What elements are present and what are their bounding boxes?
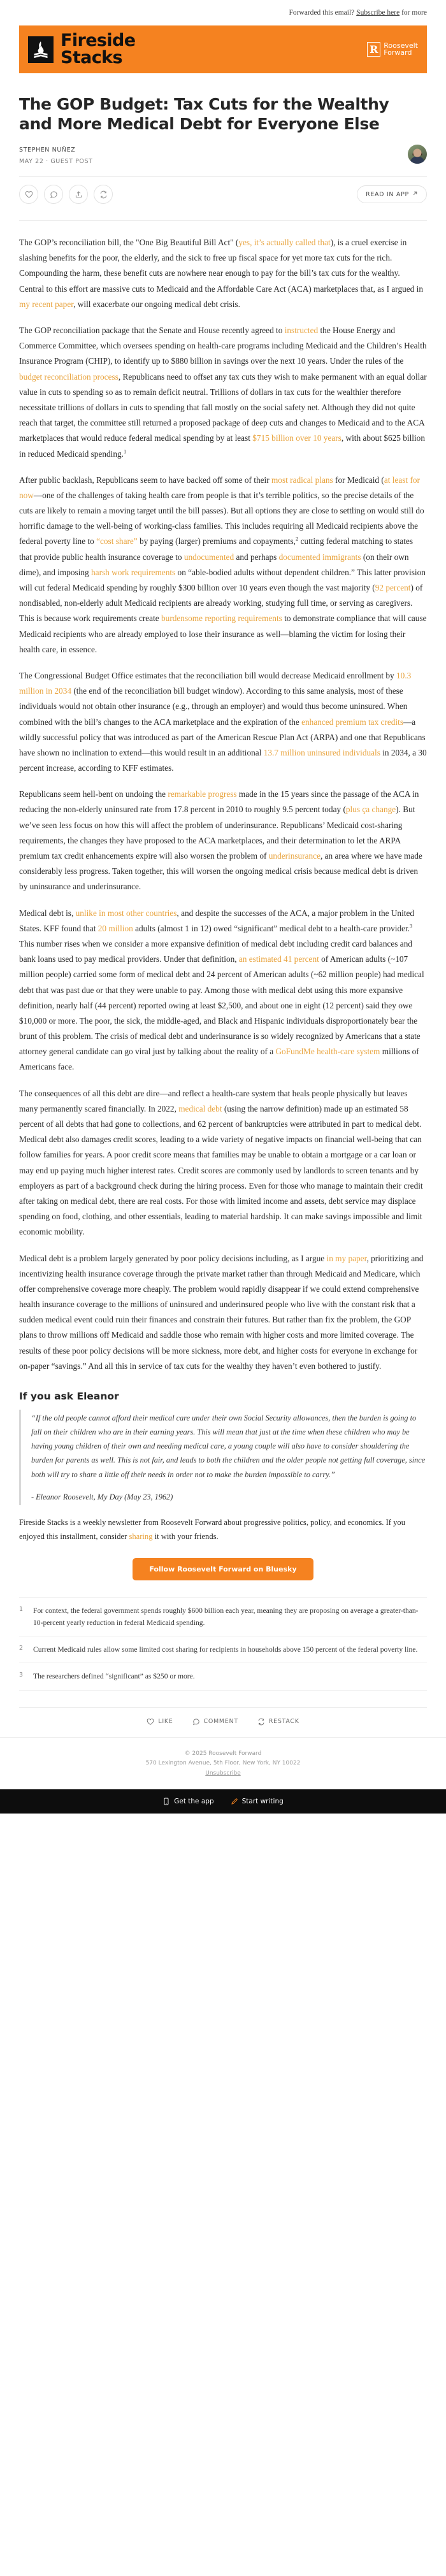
p5-text-c: ). But we’ve seen less focus on how this will affect the problem of underinsurance. Republicans’ Medicaid cost-sharing requirements, the changes they have proposed to the ACA marketplaces, and their determination to let the ARPA premium tax credit enhancements expire will also worsen the problem of	[19, 805, 415, 861]
external-arrow-icon	[412, 190, 418, 198]
p7-text-b: (using the narrow definition) made up an estimated 58 percent of all debts that had gone to collections, and 62 percent of bankruptcies were attributed in part to medical debt. Medical debt also damages credit scores, leading to a wide variety of negative impacts on financial well-being that can follow families for years. A poor credit score means that families may be unable to obtain a mortgage or a car loan or may end up paying much higher interest rates. Credit scores are commonly used by landlords to screen tenants and by employers as part of a background check during the hiring process. Even for those who manage to maintain their credit after taking on medical debt, there are real costs. For those with limited income and assets, debt service may displace spending on food, clothing, and other essentials, leading to material hardship. It can make savings impossible and limit economic mobility.	[19, 1103, 423, 1237]
footnote-ref-3[interactable]: 3	[410, 922, 413, 929]
link-estimated-41-percent[interactable]: an estimated 41 percent	[238, 954, 319, 964]
logo-line-1: Fireside	[61, 31, 136, 51]
action-buttons	[19, 185, 113, 204]
p4-text-d: in 2034, a 30 percent increase, according to KFF estimates.	[19, 747, 427, 773]
link-most-radical-plans[interactable]: most radical plans	[271, 475, 333, 485]
forwarded-suffix: for more	[399, 9, 427, 17]
link-13-7-million-uninsured[interactable]: 13.7 million uninsured individuals	[263, 747, 380, 757]
p2-text-b: the House Energy and Commerce Committee, which oversees spending on health-care programs including Medicaid and the Children’s Health Insurance Program (CHIP), to identify up to $880 billion in savings over the next 10 years. Under the rules of the	[19, 326, 427, 366]
p3-text-d: by paying (larger) premiums and copayments,	[137, 536, 296, 547]
masthead-wrap	[0, 23, 446, 73]
link-20-million[interactable]: 20 million	[97, 923, 133, 933]
subscribe-here-link[interactable]: Subscribe here	[356, 9, 400, 17]
fireside-stacks-wordmark	[61, 32, 136, 66]
engagement-restack[interactable]	[257, 1718, 299, 1726]
paragraph-2	[19, 323, 427, 462]
engagement-bar	[19, 1707, 427, 1737]
start-writing-label: Start writing	[241, 1797, 284, 1805]
avatar-body	[410, 157, 424, 164]
get-the-app-button[interactable]	[162, 1798, 213, 1805]
p6-text-d: This number rises when we consider a more expansive definition of medical debt including credit card balances and bank loans used to pay medical providers. Under that definition,	[19, 938, 412, 964]
callout-heading: If you ask Eleanor	[19, 1391, 119, 1403]
paragraph-5	[19, 787, 427, 894]
engagement-comment[interactable]	[192, 1718, 238, 1726]
closing-paragraph	[19, 1515, 427, 1544]
link-sharing[interactable]: sharing	[129, 1532, 153, 1542]
p6-text-b: , and despite the successes of the ACA, a major problem in the United States. KFF found that	[19, 908, 415, 933]
link-remarkable-progress[interactable]: remarkable progress	[168, 789, 237, 799]
article-body	[19, 235, 427, 1374]
roosevelt-line-2: Forward	[384, 48, 412, 57]
action-bar	[19, 177, 427, 211]
p3-text-e: cutting federal matching to states that provide public health insurance coverage to	[19, 536, 414, 562]
p4-text-a: The Congressional Budget Office estimates that the reconciliation bill would decrease Medicaid enrollment by	[19, 670, 397, 680]
footnote-number: 2	[19, 1645, 24, 1652]
fireside-flame-icon	[28, 36, 54, 63]
divider-below-actions	[19, 220, 427, 221]
link-unlike-other-countries[interactable]: unlike in most other countries	[75, 908, 177, 918]
closing-text-b: it with your friends.	[152, 1532, 219, 1542]
p3-text-b: for Medicaid (	[333, 475, 384, 485]
link-715-billion[interactable]: $715 billion over 10 years	[252, 433, 342, 443]
byline-row	[19, 145, 427, 168]
engagement-like-label: LIKE	[158, 1718, 173, 1726]
roosevelt-forward-badge	[367, 42, 418, 57]
link-cost-share[interactable]: “cost share”	[96, 536, 138, 547]
engagement-comment-label: COMMENT	[203, 1718, 238, 1726]
p6-text-a: Medical debt is,	[19, 908, 76, 918]
roosevelt-forward-label	[384, 42, 418, 57]
paragraph-4	[19, 668, 427, 776]
forwarded-prefix: Forwarded this email?	[289, 9, 357, 17]
engagement-like[interactable]	[147, 1718, 173, 1726]
link-92-percent[interactable]: 92 percent	[375, 583, 411, 593]
footnote-item	[19, 1636, 427, 1663]
footer-address: 570 Lexington Avenue, 5th Floor, New York, NY 10022	[145, 1760, 301, 1767]
p7-text-a: The consequences of all this debt are dire—and reflect a health-care system that heals people physically but leaves many permanently scared financially. In 2022,	[19, 1088, 408, 1113]
p3-text-f: and perhaps	[234, 552, 279, 562]
p1-text-a: The GOP’s reconciliation bill, the "One Big Beautiful Bill Act" (	[19, 238, 239, 248]
post-date: MAY 22 · GUEST POST	[19, 158, 93, 166]
link-gofundme-health-care-system[interactable]: GoFundMe health-care system	[275, 1047, 380, 1057]
p3-text-c: —one of the challenges of taking health care from people is that it’s terrible politics, so the precise details of the cuts are likely to remain a moving target until the bill passes). But all options they are close to settling on would still do horrific damage to the well-being of working-class families. This includes requiring all Medicaid recipients above the federal poverty line to	[19, 490, 424, 547]
p8-text-b: , prioritizing and incentivizing health insurance coverage through the private market rather than through Medicaid and Medicare, which offer comprehensive coverage more cheaply. The problem would rapidly disappear if we could extend comprehensive health insurance coverage to the millions of uninsured and underinsured people who live with the constant risk that a sudden medical event could ruin their finances and constrain their futures. But rather than fix the problem, the GOP plans to throw millions off Medicaid and saddle those who remain with higher costs and more limited coverage. The results of these poor policy decisions will be more sickness, more debt, and higher costs for everyone in exchange for on-paper “savings.” And all this in service of tax cuts for the wealthy they haven’t even bothered to justify.	[19, 1253, 424, 1371]
p3-text-g: (on their own dime), and imposing	[19, 552, 409, 577]
link-underinsurance[interactable]: underinsurance	[268, 851, 320, 861]
logo-line-2: Stacks	[61, 47, 123, 68]
p2-text-d: , with about $625 billion in reduced Medicaid spending.	[19, 433, 425, 459]
footnote-ref-1[interactable]: 1	[123, 448, 127, 455]
p6-text-e: of American adults (~107 million people) carried some form of medical debt and 24 percent of American adults (~62 million people) had medical debt that was past due or that they were unable to pay. Among those with medical debt using this more expansive definition, nearly half (44 percent) reported owing at least $2,500, and about one in eight (12 percent) said they owe $10,000 or more. The poor, the sick, the middle-aged, and Black and Hispanic individuals disproportionately bear the brunt of this problem. The crisis of medical debt and underinsurance is so widely recognized by Americans that a state attorney general candidate can go viral just by talking about the reality of a	[19, 954, 424, 1057]
link-plus-ca-change[interactable]: plus ça change	[345, 805, 396, 815]
footnote-text: The researchers defined “significant” as $250 or more.	[33, 1672, 195, 1681]
link-harsh-work-requirements[interactable]: harsh work requirements	[91, 567, 176, 577]
article-container	[0, 95, 446, 1737]
p4-text-b: (the end of the reconciliation bill budget window). According to this same analysis, most of these individuals would not obtain other insurance (e.g., through an employer) and would thus become uninsured. When combined with the bill’s changes to the ACA marketplace and the expiration of the	[19, 686, 408, 727]
comment-button[interactable]	[44, 185, 63, 204]
read-in-app-button[interactable]	[357, 185, 427, 203]
restack-button[interactable]	[94, 185, 113, 204]
footnote-number: 3	[19, 1671, 24, 1679]
roosevelt-r-icon: R	[367, 42, 380, 57]
link-enhanced-premium-tax-credits[interactable]: enhanced premium tax credits	[301, 717, 403, 727]
eleanor-pullquote	[19, 1410, 427, 1505]
paragraph-3	[19, 473, 427, 657]
link-documented-immigrants[interactable]: documented immigrants	[278, 552, 361, 562]
link-called-that[interactable]: yes, it’s actually called that	[238, 238, 331, 248]
footnote-item	[19, 1663, 427, 1690]
p2-text-a: The GOP reconciliation package that the Senate and House recently agreed to	[19, 326, 285, 336]
link-10-3-million[interactable]: 10.3 million in 2034	[19, 670, 412, 696]
like-button[interactable]	[19, 185, 38, 204]
p3-text-a: After public backlash, Republicans seem to have backed off some of their	[19, 475, 271, 485]
p1-text-c: , will exacerbate our ongoing medical debt crisis.	[73, 299, 240, 309]
footer	[0, 1737, 446, 1789]
p1-text-b: ), is a cruel exercise in slashing benefits for the poor, the elderly, and the sick to free up fiscal space for yet more tax cuts for the rich. Compounding the harm, these benefit cuts are nowhere near enough to pay for the bill’s tax cuts for the wealthy. Central to this effort are massive cuts to Medicaid and the Affordable Care Act (ACA) marketplaces that, as I argued in	[19, 238, 423, 294]
closing-note	[19, 1515, 427, 1544]
pullquote-attribution: - Eleanor Roosevelt, My Day (May 23, 1962)	[31, 1492, 173, 1501]
p3-text-i: ) of nondisabled, non-elderly adult Medicaid recipients are already working, studying full time, or serving as caregivers. This is because work requirements create	[19, 583, 423, 624]
avatar[interactable]	[408, 145, 427, 164]
unsubscribe-link[interactable]: Unsubscribe	[205, 1770, 241, 1777]
link-budget-reconciliation-process[interactable]: budget reconciliation process	[19, 371, 119, 382]
forwarded-banner	[0, 0, 446, 23]
paragraph-8	[19, 1251, 427, 1375]
p6-text-f: millions of Americans face.	[19, 1047, 419, 1072]
start-writing-button[interactable]	[231, 1798, 284, 1805]
footnote-ref-2[interactable]: 2	[295, 536, 299, 543]
footnotes	[19, 1597, 427, 1691]
p5-text-d: , an area where we have made considerably less progress. Taken together, this will worsen the ongoing medical crisis because medical debt is driven by uninsurance and underinsurance.	[19, 851, 422, 892]
byline	[19, 145, 93, 168]
roosevelt-line-1: Roosevelt	[384, 41, 418, 50]
link-medical-debt[interactable]: medical debt	[178, 1103, 222, 1113]
share-button[interactable]	[69, 185, 88, 204]
like-icon	[147, 1718, 154, 1726]
paragraph-1	[19, 235, 427, 312]
p8-text-a: Medical debt is a problem largely generated by poor policy decisions including, as I argue	[19, 1253, 327, 1263]
closing-text-a: Fireside Stacks is a weekly newsletter from Roosevelt Forward about progressive politics, policy, and economics. If you enjoyed this installment, consider	[19, 1517, 405, 1542]
p5-text-a: Republicans seem hell-bent on undoing the	[19, 789, 168, 799]
pullquote-text: “If the old people cannot afford their medical care under their own Social Security allowances, then the burden is going to fall on their children who are in their earning years. This will mean that just at the time when these children who may be having young children of their own and needing medical care, a young couple will also have to consider shouldering the burden for parents as well. This is not fair, and leads to both the children and the older people not getting full coverage, since both will try to share a little off their needs in order not to make the burden impossible to carry.”	[31, 1413, 426, 1479]
cta-wrap	[19, 1558, 427, 1580]
footnote-number: 1	[19, 1606, 24, 1614]
get-the-app-label: Get the app	[174, 1797, 214, 1805]
link-undocumented[interactable]: undocumented	[183, 552, 234, 562]
engagement-restack-label: RESTACK	[268, 1718, 299, 1726]
comment-icon	[192, 1718, 200, 1726]
app-icon	[162, 1798, 170, 1805]
p2-text-c: , Republicans need to offset any tax cuts they wish to make permanent with an equal dollar value in cuts to spending so as to remain deficit neutral. Trillions of dollars in tax cuts for the wealthier therefore necessitate trillions of dollars in cuts to spending that fall mostly on the social safety net. Although they did not quite reach that target, the committee still returned a proposed package of deep cuts and changes to Medicaid and to the ACA marketplaces that would reduce federal medical spending by at least	[19, 371, 427, 443]
p5-text-b: made in the 15 years since the passage of the ACA in reducing the non-elderly uninsured rate from 17.8 percent in 2010 to roughly 9.5 percent today (	[19, 789, 419, 815]
footnote-text: Current Medicaid rules allow some limited cost sharing for recipients in households above 150 percent of the federal poverty line.	[33, 1645, 418, 1654]
footnote-item	[19, 1597, 427, 1636]
footer-copyright: © 2025 Roosevelt Forward	[184, 1750, 262, 1757]
footnote-text: For context, the federal government spends roughly $600 billion each year, meaning they are proposing on average a greater-than-10-percent yearly reduction in federal Medicaid spending.	[33, 1606, 419, 1628]
pencil-icon	[231, 1798, 238, 1805]
app-bottom-bar	[0, 1789, 446, 1814]
follow-bluesky-button[interactable]: Follow Roosevelt Forward on Bluesky	[133, 1558, 313, 1580]
p3-text-j: to demonstrate compliance that will cause Medicaid recipients who are already employed to lose their insurance as well—blaming the victim for losing their health care, in essence.	[19, 613, 427, 654]
link-my-recent-paper[interactable]: my recent paper	[19, 299, 74, 309]
link-burdensome-reporting[interactable]: burdensome reporting requirements	[161, 613, 282, 624]
avatar-face	[414, 149, 422, 157]
p4-text-c: —a wildly successful policy that was introduced as part of the American Rescue Plan Act (ARPA) and one that Republicans have shown no inclination to extend—this would result in an additional	[19, 717, 426, 757]
paragraph-6	[19, 906, 427, 1075]
link-in-my-paper[interactable]: in my paper	[326, 1253, 367, 1263]
link-at-least-for-now[interactable]: at least for now	[19, 475, 420, 500]
author-name: STEPHEN NUÑEZ	[19, 147, 76, 154]
masthead-banner[interactable]	[19, 25, 427, 73]
p3-text-h: on “able-bodied adults without dependent children.” This latter provision will cut federal Medicaid spending by roughly $300 billion over 10 years even though the vast majority (	[19, 567, 426, 593]
read-in-app-label: READ IN APP	[365, 190, 409, 198]
p6-text-c: adults (almost 1 in 12) owed “significant” medical debt to a health-care provider.	[133, 923, 410, 933]
page-title: The GOP Budget: Tax Cuts for the Wealthy and More Medical Debt for Everyone Else	[19, 95, 389, 133]
paragraph-7	[19, 1086, 427, 1240]
link-instructed[interactable]: instructed	[284, 326, 319, 336]
restack-icon	[257, 1718, 265, 1726]
